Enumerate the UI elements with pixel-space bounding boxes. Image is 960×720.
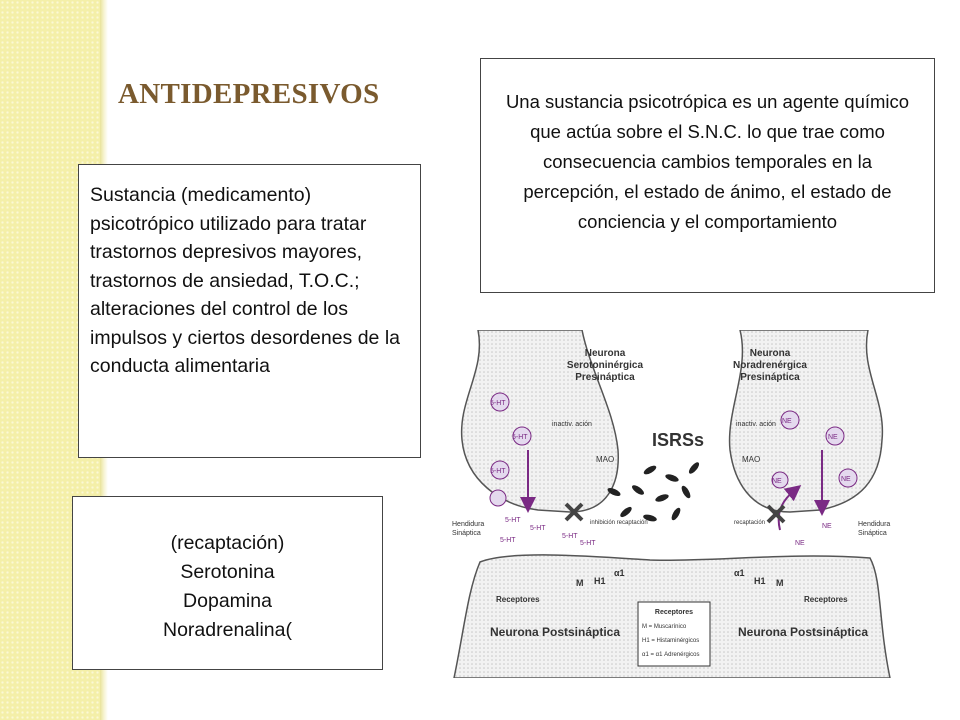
legend-adrenergic: α1 = α1 Adrenérgicos	[642, 652, 700, 658]
right-mao-label: MAO	[742, 455, 761, 464]
psychotropic-box	[480, 58, 935, 293]
left-cleft-label-2: Sináptica	[452, 530, 481, 537]
left-postsynaptic-label: Neurona Postsináptica	[490, 625, 621, 639]
left-receptor-alpha: α1	[614, 568, 625, 578]
left-neuron-label-3: Presináptica	[575, 372, 635, 383]
left-5ht-label-5: 5-HT	[530, 525, 546, 532]
right-cleft-label-1: Hendidura	[858, 521, 891, 528]
right-ne-label-5: NE	[822, 523, 832, 530]
left-5ht-label-4: 5-HT	[505, 517, 521, 524]
left-mao-label: MAO	[596, 455, 615, 464]
legend-muscarinic: M = Muscarínico	[642, 624, 687, 630]
synapse-diagram-svg	[450, 330, 896, 678]
right-receptor-alpha: α1	[734, 568, 745, 578]
right-ne-label-1: NE	[782, 418, 792, 425]
left-receptor-h1: H1	[594, 576, 606, 586]
slide-title: ANTIDEPRESIVOS	[118, 78, 380, 110]
reuptake-noradrenaline: Noradrenalina(	[163, 619, 292, 641]
psychotropic-text: Una sustancia psicotrópica es un agente químico que actúa sobre el S.N.C. lo que trae como consecuencia cambios temporales en la percepción, el estado de ánimo, el estado de conciencia y el comportamiento	[505, 91, 910, 232]
left-5ht-label-7: 5-HT	[562, 533, 578, 540]
left-5ht-label-6: 5-HT	[500, 537, 516, 544]
left-neuron-label-1: Neurona	[584, 348, 626, 359]
left-receptors-label: Receptores	[496, 595, 540, 604]
right-receptor-m: M	[776, 578, 784, 588]
isrs-label: ISRSs	[652, 430, 705, 450]
inhibition-label: inhibición recaptación	[590, 520, 648, 526]
right-ne-label-6: NE	[795, 540, 805, 547]
right-ne-label-3: NE	[841, 476, 851, 483]
left-receptor-m: M	[576, 578, 584, 588]
reuptake-dopamine: Dopamina	[183, 590, 272, 612]
left-neuron-label-2: Serotoninérgica	[566, 360, 644, 371]
reuptake-heading: (recaptación)	[170, 532, 285, 554]
right-ne-label-4: NE	[772, 478, 782, 485]
right-postsynaptic-label: Neurona Postsináptica	[738, 625, 869, 639]
left-5ht-label-1: 5-HT	[490, 400, 506, 407]
right-neuron-label-2: Noradrenérgica	[733, 360, 807, 371]
reuptake-diagram-label: recaptación	[734, 520, 766, 526]
right-ne-label-2: NE	[828, 434, 838, 441]
right-receptor-h1: H1	[754, 576, 766, 586]
right-inactivation-label: inactiv. ación	[736, 421, 776, 428]
right-neuron-label-1: Neurona	[749, 348, 791, 359]
legend-title: Receptores	[654, 609, 694, 616]
left-cleft-label-1: Hendidura	[452, 521, 485, 528]
left-5ht-label-3: 5-HT	[490, 468, 506, 475]
reuptake-serotonin: Serotonina	[180, 561, 275, 583]
right-receptors-label: Receptores	[804, 595, 848, 604]
right-cleft-label-2: Sináptica	[858, 530, 887, 537]
reuptake-box	[72, 496, 383, 670]
definition-box	[78, 164, 421, 458]
left-5ht-label-8: 5-HT	[580, 540, 596, 547]
synapse-diagram	[450, 330, 896, 678]
legend-histaminergic: H1 = Histaminérgicos	[642, 638, 700, 644]
left-5ht-label-2: 5-HT	[512, 434, 528, 441]
left-inactivation-label: inactiv. ación	[552, 421, 592, 428]
right-neuron-label-3: Presináptica	[740, 372, 800, 383]
definition-text: Sustancia (medicamento) psicotrópico utilizado para tratar trastornos depresivos mayores, trastornos de ansiedad, T.O.C.; alteraciones del control de los impulsos y ciertos desordenes de la conducta alimentaria	[90, 184, 400, 377]
